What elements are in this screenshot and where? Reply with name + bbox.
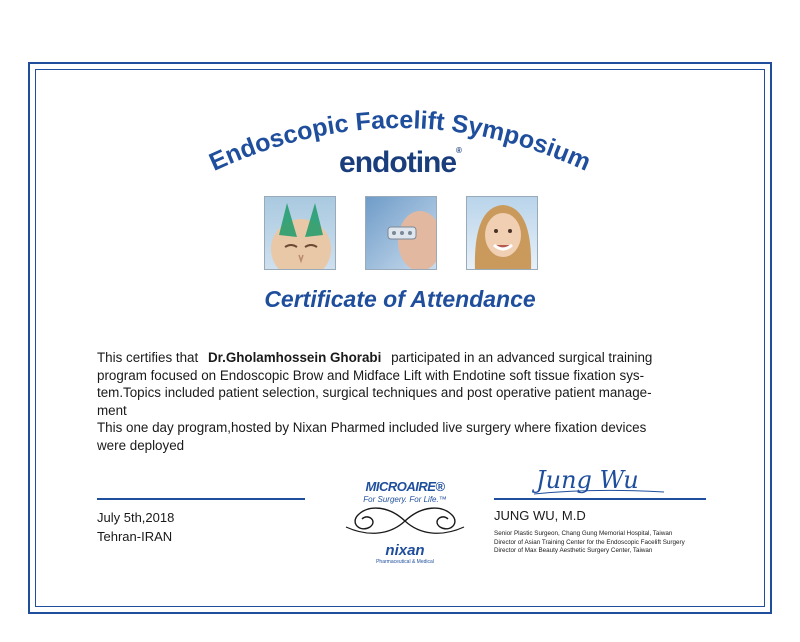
svg-text:Jung Wu: Jung Wu <box>536 466 639 494</box>
endotine-logo <box>0 146 800 180</box>
nixan-logo <box>340 542 470 565</box>
body-line-4: ment <box>97 402 127 418</box>
certificate-location: Tehran-IRAN <box>97 529 173 544</box>
signer-titles <box>494 530 734 556</box>
brand-registered-mark: ® <box>456 146 461 155</box>
smiling-woman-photo <box>466 196 538 270</box>
certify-prefix: This certifies that <box>97 350 199 365</box>
recipient-name: Dr.Gholamhossein Ghorabi <box>207 350 382 365</box>
handwritten-signature <box>530 456 670 500</box>
brand-name: endotine <box>339 146 457 179</box>
nixan-name: nixan <box>385 542 425 559</box>
certify-suffix: participated in an advanced surgical training <box>391 350 653 365</box>
symposium-arc-title <box>160 88 640 198</box>
signer-title-1: Senior Plastic Surgeon, Chang Gung Memorial Hospital, Taiwan <box>494 530 673 537</box>
ornament-flourish <box>338 503 472 539</box>
body-line-3: tem.Topics included patient selection, surgical techniques and post operative patient manage- <box>97 385 652 400</box>
brow-lift-illustration <box>264 196 336 270</box>
svg-text:Endoscopic Facelift Symposium: Endoscopic Facelift Symposium <box>205 105 595 177</box>
signer-title-3: Director of Max Beauty Aesthetic Surgery Center, Taiwan <box>494 547 653 555</box>
body-line-5: This one day program,hosted by Nixan Pharmed included live surgery where fixation devices <box>97 420 647 435</box>
date-signature-line <box>97 498 305 500</box>
certificate-body <box>97 349 707 454</box>
endotine-device-photo <box>365 196 437 270</box>
microaire-logo <box>340 479 470 504</box>
date-location-block <box>97 508 174 546</box>
nixan-tagline: Pharmaceutical & Medical <box>376 559 434 565</box>
certificate-title: Certificate of Attendance <box>264 286 536 312</box>
signer-title-2: Director of Asian Training Center for the Endoscopic Facelift Surgery <box>494 538 685 546</box>
body-line-1 <box>97 349 707 367</box>
body-line-2: program focused on Endoscopic Brow and Midface Lift with Endotine soft tissue fixation sys- <box>97 367 645 383</box>
microaire-name: MICROAIRE® <box>365 479 445 494</box>
microaire-tagline: For Surgery. For Life.™ <box>363 495 447 504</box>
body-line-6: were deployed <box>97 437 185 453</box>
signer-name: JUNG WU, M.D <box>494 508 586 523</box>
certificate-date: July 5th,2018 <box>97 510 175 525</box>
